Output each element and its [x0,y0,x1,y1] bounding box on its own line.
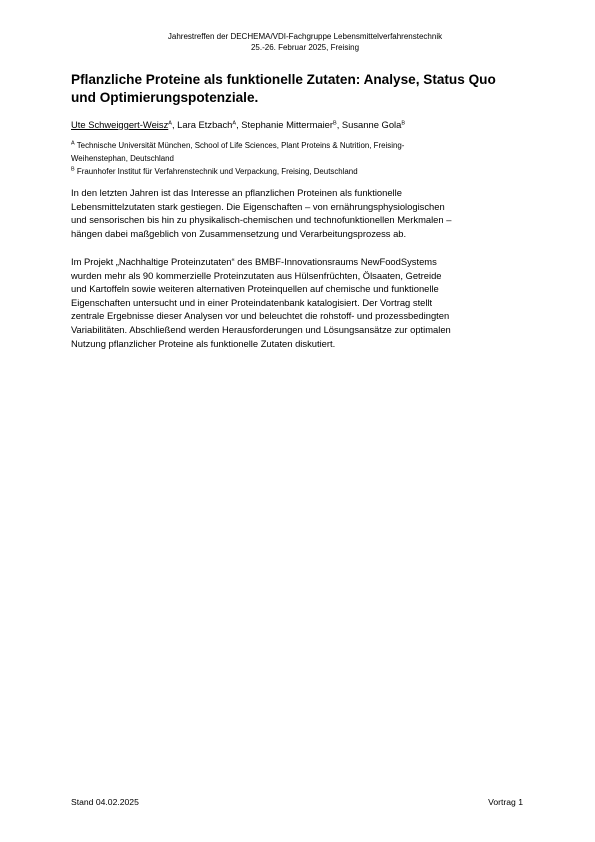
paragraph-line: Nutzung pflanzlicher Proteine als funktionelle Zutaten diskutiert. [71,337,336,349]
title-line-2: und Optimierungspotenziale. [71,90,259,105]
affiliation-mark: A [71,140,75,147]
title-line-1: Pflanzliche Proteine als funktionelle Zutaten: Analyse, Status Quo [71,72,496,87]
author-name: Stephanie Mittermaier [241,119,334,130]
affiliation-item [71,166,531,179]
author-list [71,119,405,131]
paragraph-line: zentrale Ergebnisse dieser Analysen vor und beleuchtet die rohstoff- und prozessbedingten [71,310,450,322]
author-affiliation-mark: B [333,120,337,127]
author-name: Susanne Gola [341,119,402,130]
footer-talk-number: Vortrag 1 [488,797,523,807]
author-affiliation-mark: A [232,120,237,127]
affiliation-line: Weihenstephan, Deutschland [71,153,174,163]
abstract-paragraph-1 [71,186,541,240]
footer-date: Stand 04.02.2025 [71,797,139,807]
affiliation-line [71,140,531,153]
abstract-paragraph-2 [71,255,541,350]
author-affiliation-mark: B [401,120,405,127]
paragraph-line: Im Projekt „Nachhaltige Proteinzutaten“ des BMBF-Innovationsraums NewFoodSystems [71,256,437,267]
affiliation-line [71,166,531,179]
paragraph-line: Lebensmittelzutaten stark gestiegen. Die Eigenschaften – von ernährungsphysiologischen [71,200,445,212]
author-name: Ute Schweiggert-Weisz [71,119,169,130]
paragraph-line: Eigenschaften untersucht und in einer Proteindatenbank katalogisiert. Der Vortrag stellt [71,296,433,308]
affiliation-text: Fraunhofer Institut für Verfahrenstechnik und Verpackung, Freising, Deutschland [76,167,358,176]
affiliation-mark: B [71,166,75,173]
author-affiliation-mark: A [168,120,172,127]
conference-header [0,31,595,53]
author-name: Lara Etzbach [177,119,233,130]
affiliation-text: Technische Universität München, School of Life Sciences, Plant Proteins & Nutrition, Freising- [76,141,405,150]
header-line-2: 25.-26. Februar 2025, Freising [250,43,360,52]
affiliation-list [71,140,531,180]
paragraph-line: hängen dabei maßgeblich von Zusammensetzung und Verarbeitungsprozess ab. [71,227,407,239]
header-line-1: Jahrestreffen der DECHEMA/VDI-Fachgruppe Lebensmittelverfahrenstechnik [167,32,443,41]
paragraph-line: und Kartoffeln sowie weiteren alternativen Proteinquellen auf chemische und funktionelle [71,283,439,295]
paragraph-line: In den letzten Jahren ist das Interesse an pflanzlichen Proteinen als funktionelle [71,187,402,198]
author-separator: , [171,119,178,130]
author-separator: , [336,119,342,130]
paper-title [71,71,541,107]
paragraph-line: und sensorischen bis hin zu physikalisch-chemischen und technofunktionellen Merkmalen – [71,214,452,226]
author-separator: , [236,119,242,130]
paragraph-line: Variabilitäten. Abschließend werden Herausforderungen und Lösungsansätze zur optimalen [71,323,451,335]
paragraph-line: wurden mehr als 90 kommerzielle Proteinzutaten aus Hülsenfrüchten, Ölsaaten, Getreide [71,269,442,281]
affiliation-item [71,140,531,165]
